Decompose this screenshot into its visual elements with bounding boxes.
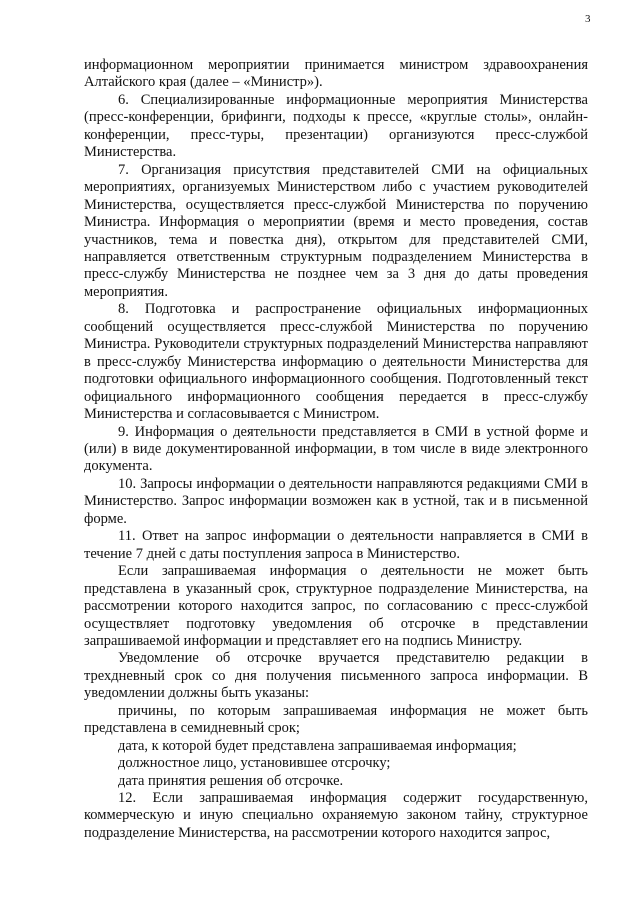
page-number: 3 — [585, 13, 591, 25]
paragraph-continuation: информационном мероприятии принимается министром здравоохранения Алтайского края (далее – «Министр»). — [84, 57, 588, 91]
paragraph-item-8: 8. Подготовка и распространение официальных информационных сообщений осуществляется пресс-службой Министерства по поручению Министра. Руководители структурных подразделений Министерства направляют в пресс-службу Министерства информацию о деятельности Министерства для подготовки официального информационного сообщения. Подготовленный текст официального информационного сообщения передается в пресс-службу Министерства и согласовывается с Министром. — [84, 301, 588, 423]
list-item-reasons: причины, по которым запрашиваемая информация не может быть представлена в семидневный срок; — [84, 702, 588, 737]
list-item-official: должностное лицо, установившее отсрочку; — [118, 755, 391, 772]
paragraph-item-9: 9. Информация о деятельности представляется в СМИ в устной форме и (или) в виде документированной информации, в том числе в виде электронного документа. — [84, 423, 588, 475]
paragraph-deferral-notice: Уведомление об отсрочке вручается представителю редакции в трехдневный срок со дня получения письменного запроса информации. В уведомлении должны быть указаны: — [84, 650, 588, 702]
paragraph-item-11: 11. Ответ на запрос информации о деятельности направляется в СМИ в течение 7 дней с даты поступления запроса в Министерство. — [84, 528, 588, 562]
paragraph-item-12: 12. Если запрашиваемая информация содержит государственную, коммерческую и иную специально охраняемую законом тайну, структурное подразделение Министерства, на рассмотрении которого находится запрос, — [84, 790, 588, 841]
document-body — [84, 57, 588, 842]
list-item-date: дата, к которой будет представлена запрашиваемая информация; — [118, 737, 517, 754]
paragraph-item-7: 7. Организация присутствия представителей СМИ на официальных мероприятиях, организуемых Министерством либо с участием руководителей Министерства, осуществляется пресс-службой Министерства по поручению Министра. Информация о мероприятии (время и место проведения, состав участников, тема и повестка дня), открытом для представителей СМИ, направляется ответственным структурным подразделением Министерства в пресс-службу Министерства не позднее чем за 3 дня до даты проведения мероприятия. — [84, 161, 588, 300]
paragraph-deferral-conditions: Если запрашиваемая информация о деятельности не может быть представлена в указанный срок, структурное подразделение Министерства, на рассмотрении которого находится запрос, по согласованию с пресс-службой осуществляет подготовку уведомления об отсрочке в представлении запрашиваемой информации и представляет его на подпись Министру. — [84, 563, 588, 649]
paragraph-item-6: 6. Специализированные информационные мероприятия Министерства (пресс-конференции, брифинги, подходы к прессе, «круглые столы», онлайн-конференции, пресс-туры, презентации) организуются пресс-службой Министерства. — [84, 91, 588, 161]
paragraph-item-10: 10. Запросы информации о деятельности направляются редакциями СМИ в Министерство. Запрос информации возможен как в устной, так и в письменной форме. — [84, 475, 588, 527]
list-item-decision-date: дата принятия решения об отсрочке. — [118, 772, 344, 789]
